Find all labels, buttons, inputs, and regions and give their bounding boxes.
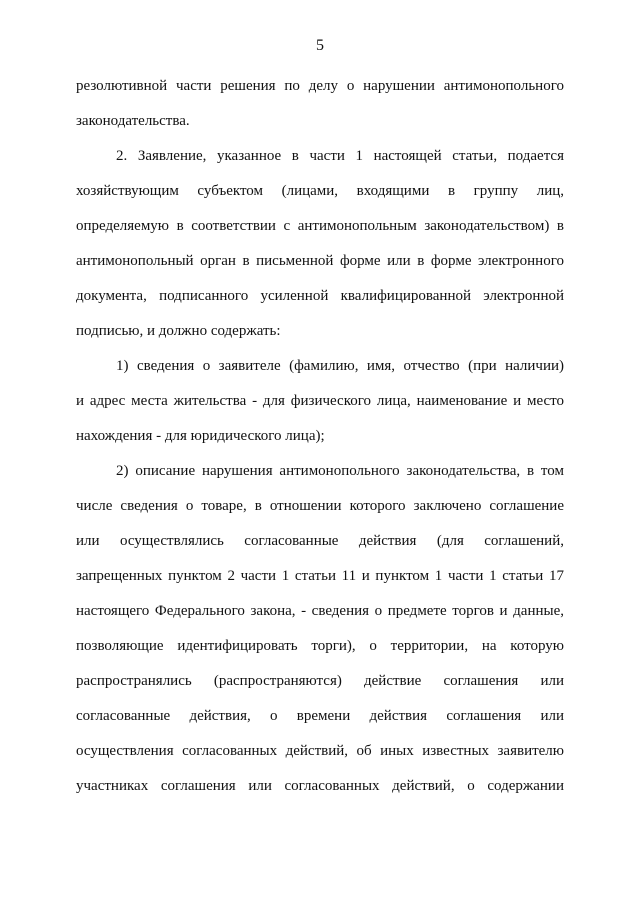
text-line: определяемую в соответствии с антимонопольным законодательством) в	[76, 218, 564, 234]
text-line: настоящего Федерального закона, - сведения о предмете торгов и данные,	[76, 603, 564, 619]
text-line: нахождения - для юридического лица);	[76, 428, 325, 444]
text-line: распространялись (распространяются) действие соглашения или	[76, 673, 564, 689]
text-line: резолютивной части решения по делу о нарушении антимонопольного	[76, 78, 564, 94]
text-line: подписью, и должно содержать:	[76, 323, 281, 339]
text-line: запрещенных пунктом 2 части 1 статьи 11 и пунктом 1 части 1 статьи 17	[76, 568, 564, 584]
paragraph-first-line: 1) сведения о заявителе (фамилию, имя, отчество (при наличии)	[116, 358, 564, 374]
text-line: или осуществлялись согласованные действия (для соглашений,	[76, 533, 564, 549]
text-line: числе сведения о товаре, в отношении которого заключено соглашение	[76, 498, 564, 514]
text-line: осуществления согласованных действий, об иных известных заявителю	[76, 743, 564, 759]
text-line: согласованные действия, о времени действия соглашения или	[76, 708, 564, 724]
page-number: 5	[316, 37, 324, 54]
text-line: хозяйствующим субъектом (лицами, входящими в группу лиц,	[76, 183, 564, 199]
paragraph-first-line: 2) описание нарушения антимонопольного законодательства, в том	[116, 463, 564, 479]
text-line: и адрес места жительства - для физического лица, наименование и место	[76, 393, 564, 409]
paragraph-first-line: 2. Заявление, указанное в части 1 настоящей статьи, подается	[116, 148, 564, 164]
text-line: антимонопольный орган в письменной форме или в форме электронного	[76, 253, 564, 269]
text-line: позволяющие идентифицировать торги), о территории, на которую	[76, 638, 564, 654]
text-line: документа, подписанного усиленной квалифицированной электронной	[76, 288, 564, 304]
text-line: законодательства.	[76, 113, 190, 129]
text-line: участниках соглашения или согласованных действий, о содержании	[76, 778, 564, 794]
